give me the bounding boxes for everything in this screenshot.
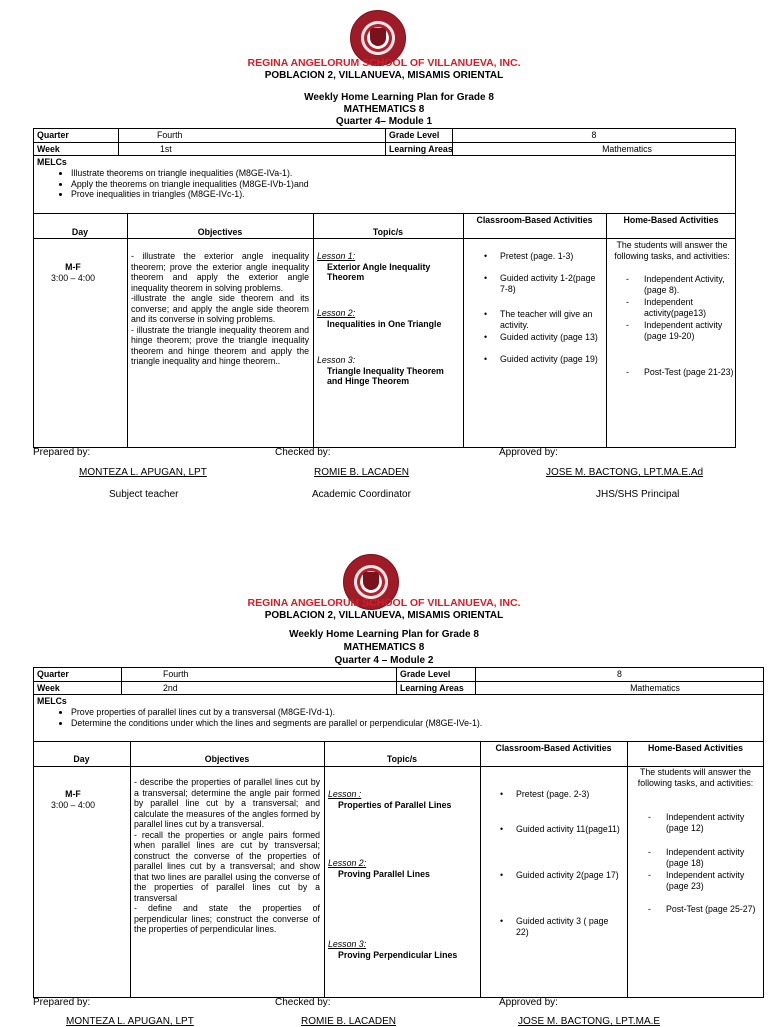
school-address: POBLACION 2, VILLANUEVA, MISAMIS ORIENTAL — [264, 610, 504, 621]
time-value: 3:00 – 4:00 — [50, 800, 96, 810]
school-address: POBLACION 2, VILLANUEVA, MISAMIS ORIENTAL — [264, 70, 504, 81]
lesson-title: Inequalities in One Triangle — [327, 318, 442, 329]
school-name: REGINA ANGELORUM SCHOOL OF VILLANUEVA, INC. — [247, 57, 521, 69]
approved-by-role: JHS/SHS Principal — [596, 489, 680, 500]
home-item: - Independent activity (page 12) — [666, 812, 760, 833]
learning-areas-value: Mathematics — [630, 683, 680, 693]
objectives-text: - describe the properties of parallel lines cut by a transversal; determine the angle pair formed by parallel line cut by a transversal; and calculate the measures of the angles formed by parallel lines cut by a transversal. - recall the properties or angle pairs formed when parallel lines are cut by transversal; construct the converse of the properties of parallel lines cut by a transversal; and show that two lines are parallel using the converse of the properties of parallel lines cut by a transversal - define and state the properties of perpendicular lines; construct the converse of the properties of perpendicular lines. — [134, 777, 320, 934]
learning-areas-value: Mathematics — [602, 144, 652, 154]
quarter-value: Fourth — [163, 669, 189, 679]
home-item: - Independent activity (page 18) — [666, 847, 760, 868]
classroom-item: • Guided activity (page 19) — [500, 354, 602, 365]
classroom-item: • Guided activity 11(page11) — [516, 824, 622, 835]
objectives-header: Objectives — [197, 227, 243, 237]
week-label: Week — [37, 683, 60, 693]
prepared-by-label: Prepared by: — [33, 997, 91, 1008]
classroom-item: • Guided activity (page 13) — [500, 332, 602, 343]
lesson-3 — [317, 355, 459, 387]
melc-item: • Determine the conditions under which the lines and segments are parallel or perpendicular (M8GE-IVe-1). — [71, 718, 768, 729]
lesson-label: Lesson 3: — [317, 355, 356, 365]
home-item: - Post-Test (page 21-23) — [644, 367, 734, 378]
day-header: Day — [71, 227, 89, 237]
grade-level-value: 8 — [617, 669, 622, 679]
lesson-title: Properties of Parallel Lines — [338, 799, 452, 810]
week-label: Week — [37, 144, 60, 154]
classroom-header: Classroom-Based Activities — [495, 743, 612, 753]
classroom-item: • The teacher will give an activity. — [500, 309, 602, 330]
module-subtitle: Quarter 4 – Module 2 — [334, 655, 434, 666]
topics-header: Topic/s — [386, 754, 418, 764]
quarter-label: Quarter — [37, 130, 69, 140]
topics-header: Topic/s — [372, 227, 404, 237]
lesson-title: Exterior Angle Inequality Theorem — [327, 261, 431, 282]
lesson-label: Lesson : — [328, 789, 362, 799]
day-value: M-F — [65, 789, 81, 799]
prepared-by-role: Subject teacher — [109, 489, 179, 500]
lesson-label: Lesson 3: — [328, 939, 367, 949]
week-value: 1st — [160, 144, 172, 154]
classroom-item: • Pretest (page. 2-3) — [516, 789, 622, 800]
approved-by-name: JOSE M. BACTONG, LPT.MA.E.Ad — [546, 467, 704, 478]
lesson-title: Proving Parallel Lines — [338, 868, 430, 879]
checked-by-name: ROMIE B. LACADEN — [314, 467, 410, 478]
objectives-header: Objectives — [204, 754, 250, 764]
classroom-item: • Pretest (page. 1-3) — [500, 251, 602, 262]
lesson-1 — [328, 789, 476, 810]
plan-title: Weekly Home Learning Plan for Grade 8 — [304, 92, 494, 103]
home-intro: The students will answer the following tasks, and activities: — [637, 767, 754, 788]
home-header: Home-Based Activities — [647, 743, 743, 753]
grade-level-label: Grade Level — [400, 669, 451, 679]
grade-level-value: 8 — [591, 130, 597, 140]
quarter-label: Quarter — [37, 669, 69, 679]
checked-by-label: Checked by: — [275, 997, 331, 1008]
home-item: - Independent activity(page13) — [644, 297, 734, 318]
melcs-list — [35, 168, 761, 200]
melc-item: • Prove inequalities in triangles (M8GE-IVc-1). — [71, 189, 761, 200]
lesson-2 — [317, 308, 459, 329]
home-item: - Post-Test (page 25-27) — [666, 904, 760, 915]
lesson-1 — [317, 251, 459, 283]
quarter-value: Fourth — [157, 130, 183, 140]
melc-item: • Prove properties of parallel lines cut by a transversal (M8GE-IVd-1). — [71, 707, 768, 718]
lesson-2 — [328, 858, 476, 879]
subject-title: MATHEMATICS 8 — [343, 104, 425, 115]
classroom-header: Classroom-Based Activities — [476, 215, 593, 225]
subject-title: MATHEMATICS 8 — [343, 642, 425, 653]
prepared-by-label: Prepared by: — [33, 447, 91, 458]
home-header: Home-Based Activities — [623, 215, 719, 225]
checked-by-name: ROMIE B. LACADEN — [301, 1016, 397, 1027]
classroom-item: • Guided activity 1-2(page 7-8) — [500, 273, 602, 294]
melcs-list — [35, 707, 768, 728]
day-value: M-F — [65, 262, 81, 272]
module-subtitle: Quarter 4– Module 1 — [335, 116, 433, 127]
lesson-title: Triangle Inequality Theorem and Hinge Theorem — [327, 365, 444, 386]
classroom-item: • Guided activity 2(page 17) — [516, 870, 622, 881]
home-item: - Independent activity (page 19-20) — [644, 320, 734, 341]
grade-level-label: Grade Level — [389, 130, 440, 140]
prepared-by-name: MONTEZA L. APUGAN, LPT — [79, 467, 207, 478]
melc-item: • Apply the theorems on triangle inequalities (M8GE-IVb-1)and — [71, 179, 761, 190]
learning-areas-label: Learning Areas — [389, 144, 453, 154]
lesson-3 — [328, 939, 476, 960]
plan-title: Weekly Home Learning Plan for Grade 8 — [289, 629, 479, 640]
approved-by-label: Approved by: — [499, 997, 558, 1008]
learning-areas-label: Learning Areas — [400, 683, 464, 693]
approved-by-name: JOSE M. BACTONG, LPT.MA.E — [518, 1016, 661, 1027]
home-item: - Independent Activity, (page 8). — [644, 274, 734, 295]
classroom-item: • Guided activity 3 ( page 22) — [516, 916, 622, 937]
approved-by-label: Approved by: — [499, 447, 558, 458]
school-name: REGINA ANGELORUM SCHOOL OF VILLANUEVA, INC. — [247, 597, 521, 609]
lesson-title: Proving Perpendicular Lines — [338, 949, 458, 960]
home-item: - Independent activity (page 23) — [666, 870, 760, 891]
objectives-text: - illustrate the exterior angle inequality theorem; prove the exterior angle inequality theorem and apply the exterior angle inequality theorem in solving problems. -illustrate the angle side theorem and its converse; and apply the angle side theorem and its converse in solving problems. - illustrate the triangle inequality theorem and hinge theorem; prove the triangle inequality theorem and hinge theorem and apply the triangle inequality and hinge theorem.. — [131, 251, 309, 366]
lesson-label: Lesson 2: — [328, 858, 367, 868]
prepared-by-name: MONTEZA L. APUGAN, LPT — [66, 1016, 194, 1027]
melcs-label: MELCs — [37, 157, 67, 167]
checked-by-label: Checked by: — [275, 447, 331, 458]
lesson-label: Lesson 2: — [317, 308, 356, 318]
melc-item: • Illustrate theorems on triangle inequalities (M8GE-IVa-1). — [71, 168, 761, 179]
home-intro: The students will answer the following tasks, and activities: — [614, 240, 730, 261]
day-header: Day — [73, 754, 90, 764]
week-value: 2nd — [163, 683, 178, 693]
lesson-label: Lesson 1: — [317, 251, 356, 261]
melcs-label: MELCs — [37, 696, 67, 706]
checked-by-role: Academic Coordinator — [312, 489, 411, 500]
time-value: 3:00 – 4:00 — [50, 273, 96, 283]
